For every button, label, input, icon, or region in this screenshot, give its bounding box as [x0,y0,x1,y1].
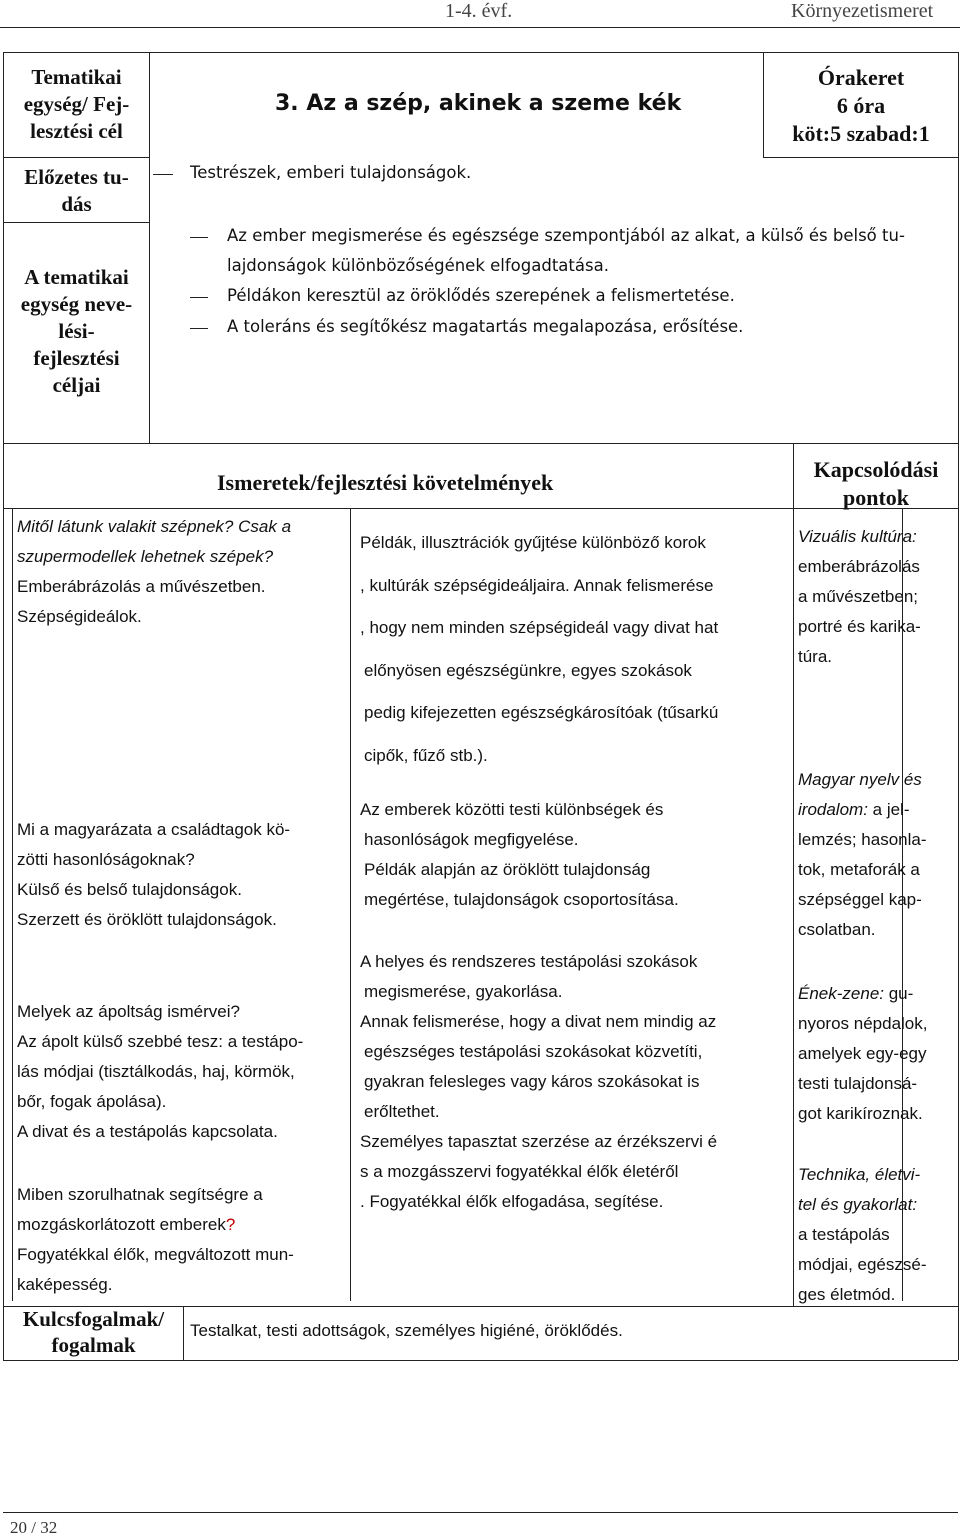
dash-icon [190,297,208,298]
development-block-2: Az emberek közötti testi különbségek és hasonlóságok megfigyelése. Példák alapján az öröklött tulajdonság megértése, tulajdonságok csoportosítása. [360,800,679,909]
links-block-4: Technika, életvi- tel és gyakorlat: a testápolás módjai, egészsé- ges életmód. [798,1165,927,1304]
dash-icon [153,174,173,175]
unit-title: 3. Az a szép, akinek a szeme kék [275,91,682,116]
requirements-header: Ismeretek/fejlesztési követelmények [217,470,554,495]
dash-icon [190,328,208,329]
header-rule [0,27,960,28]
page-number: 20 / 32 [10,1518,58,1537]
timeframe-split: köt:5 szabad:1 [792,121,930,146]
goal-item: A toleráns és segítőkész magatartás megalapozása, erősítése. [227,317,744,336]
questions-block-3: Melyek az ápoltság ismérvei? Az ápolt külső szebbé tesz: a testápo- lás módjai (tisztálkodás, haj, körmök, bőr, fogak ápolása). A divat és a testápolás kapcsolata. [17,1002,304,1141]
links-block-3: Ének-zene: gu- nyoros népdalok, amelyek egy-egy testi tulajdonsá- got karikíroznak. [798,984,928,1123]
links-block-2: Magyar nyelv és irodalom: a jel- lemzés; hasonla- tok, metaforák a szépséggel kap- csolatban. [798,770,927,939]
header-grade: 1-4. évf. [445,0,513,22]
key-concepts-text: Testalkat, testi adottságok, személyes higiéné, öröklődés. [190,1321,623,1340]
questions-block-2: Mi a magyarázata a családtagok kö- zötti hasonlóságoknak? Külső és belső tulajdonságok. Szerzett és öröklött tulajdonságok. [17,820,291,929]
links-block-1: Vizuális kultúra: emberábrázolás a művészetben; portré és karika- túra. [798,527,921,666]
development-block-1: Példák, illusztrációk gyűjtése különböző korok , kultúrák szépségideáljaira. Annak felismerése , hogy nem minden szépségideál vagy divat hat előnyösen egészségünkre, egyes szokások pedig kifejezetten egészségkárosítóak (tűsarkú cipők, fűző stb.). [360,533,719,765]
prior-knowledge-label: Előzetes tu- dás [24,165,129,216]
timeframe-label: Órakeret [817,65,905,90]
goal-item: Az ember megismerése és egészsége szempontjából az alkat, a külső és belső tu- [227,226,905,245]
prior-knowledge-text: Testrészek, emberi tulajdonságok. [190,163,472,182]
key-concepts-label: Kulcsfogalmak/ fogalmak [22,1307,165,1357]
header-subject: Környezetismeret [791,0,934,22]
development-block-3: A helyes és rendszeres testápolási szokások megismerése, gyakorlása. Annak felismerése, hogy a divat nem mindig az egészséges testápolási szokásokat közvetíti, gyakran felesleges vagy káros szokásokat is erőltethet. Személyes tapasztat szerzése az érzékszervi é s a mozgásszervi fogyatékkal élők életéről . Fogyatékkal élők elfogadása, segítése. [360,952,718,1211]
unit-label: Tematikai egység/ Fej- lesztési cél [23,65,130,143]
dash-icon [190,237,208,238]
goals-label: A tematikai egység neve- lési- fejlesztési céljai [20,265,133,397]
questions-block-4: Miben szorulhatnak segítségre a mozgáskorlátozott emberek? Fogyatékkal élők, megváltozott mun- kaképesség. [17,1185,294,1294]
timeframe-hours: 6 óra [836,93,886,118]
links-header: Kapcsolódási pontok [813,457,939,510]
footer-rule [3,1512,958,1513]
goal-item-continuation: lajdonságok különbözőségének elfogadtatása. [227,256,609,275]
goal-item: Példákon keresztül az öröklődés szerepének a felismertetése. [227,286,735,305]
questions-block-1: Mitől látunk valakit szépnek? Csak a szupermodellek lehetnek szépek? Emberábrázolás a művészetben. Szépségideálok. [17,517,292,626]
timeframe [764,64,958,148]
